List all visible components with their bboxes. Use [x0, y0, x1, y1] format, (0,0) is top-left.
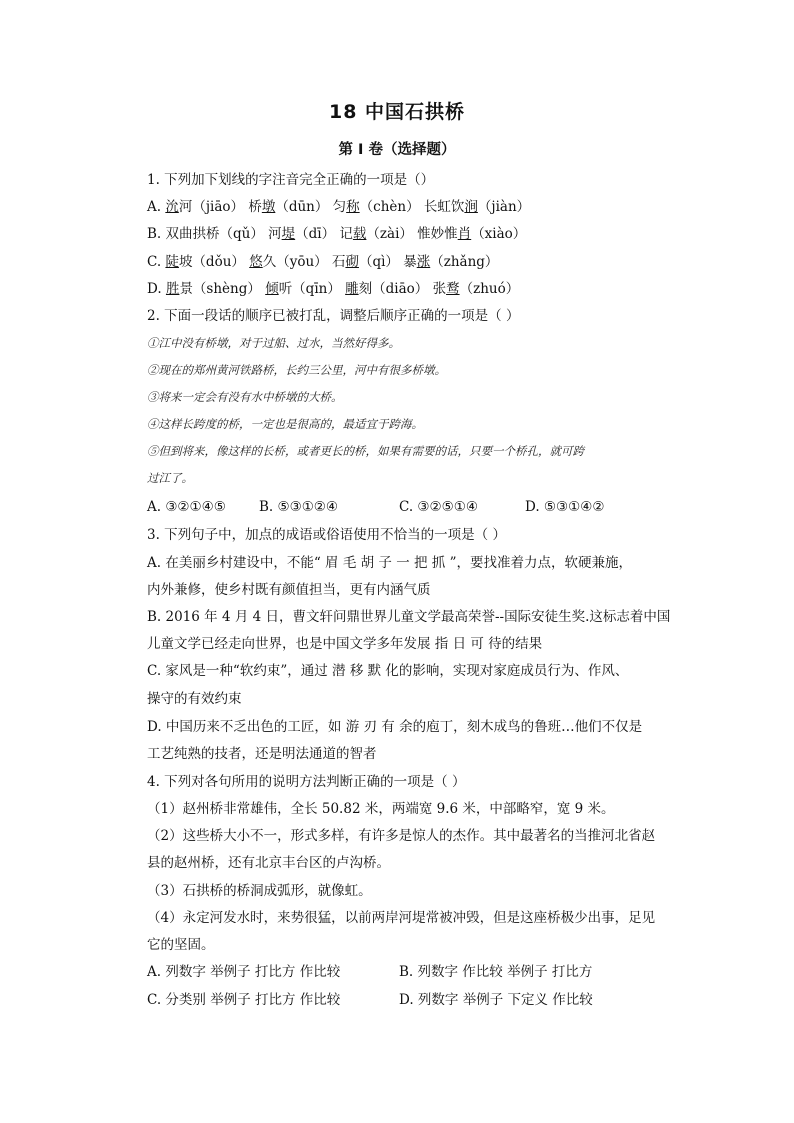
- q1-option-b: B. 双曲拱桥（qǔ） 河堤（dī） 记载（zài） 惟妙惟肖（xiào）: [147, 226, 527, 242]
- q4-stem: 4. 下列对各句所用的说明方法判断正确的一项是（ ）: [147, 774, 466, 790]
- page-title: 18 中国石拱桥: [328, 101, 466, 123]
- q3-option-a: A. 在美丽乡村建设中，不能“ 眉 毛 胡 子 一 把 抓 ”，要找准着力点，软硬兼施，: [147, 555, 632, 571]
- q3-option-c-cont: 操守的有效约束: [147, 691, 242, 707]
- q1-option-a: A. 沇河（jiāo） 桥墩（dūn） 匀称（chèn） 长虹饮涧（jiàn）: [147, 199, 531, 215]
- q2-sentence-5: ⑤但到将来，像这样的长桥，或者更长的桥，如果有需要的话，只要一个桥孔，就可跨: [147, 444, 584, 458]
- q4-sentence-1: （1）赵州桥非常雄伟，全长 50.82 米，两端宽 9.6 米，中部略窄，宽 9 米。: [147, 801, 615, 817]
- q3-option-d: D. 中国历来不乏出色的工匠，如 游 刃 有 余的庖丁，刻木成鸟的鲁班…他们不仅是: [147, 719, 643, 735]
- q3-option-b-cont: 儿童文学已经走向世界，也是中国文学多年发展 指 日 可 待的结果: [147, 636, 543, 652]
- q4-options-row-2: [147, 991, 667, 1009]
- q3-option-c: C. 家风是一种“软约束”，通过 潜 移 默 化的影响，实现对家庭成员行为、作风、: [147, 663, 629, 679]
- q3-option-b: B. 2016 年 4 月 4 日，曹文轩问鼎世界儿童文学最高荣誉--国际安徒生奖.这标志着中国: [147, 609, 671, 625]
- q4-option-b: B. 列数字 作比较 举例子 打比方: [399, 964, 593, 980]
- q1-option-c: C. 陡坡（dǒu） 悠久（yōu） 石砌（qì） 暴涨（zhǎng）: [147, 254, 499, 270]
- q4-sentence-2-cont: 县的赵州桥，还有北京丰台区的卢沟桥。: [147, 855, 390, 871]
- q3-option-d-cont: 工艺纯熟的技者，还是明法通道的智者: [147, 746, 377, 762]
- q2-options: [147, 498, 667, 516]
- q4-sentence-2: （2）这些桥大小不一，形式多样，有许多是惊人的杰作。其中最著名的当推河北省赵: [147, 828, 656, 844]
- q1-stem: 1. 下列加下划线的字注音完全正确的一项是（）: [147, 172, 435, 188]
- q4-options-row-1: [147, 963, 667, 981]
- q2-sentence-4: ④这样长跨度的桥，一定也是很高的，最适宜于跨海。: [147, 417, 423, 431]
- q2-option-d: D. ⑤③①④②: [525, 499, 605, 515]
- q2-sentence-2: ②现在的郑州黄河铁路桥，长约三公里，河中有很多桥墩。: [147, 363, 446, 377]
- q4-option-c: C. 分类别 举例子 打比方 作比较: [147, 992, 341, 1008]
- q4-option-d: D. 列数字 举例子 下定义 作比较: [399, 992, 593, 1008]
- q2-stem: 2. 下面一段话的顺序已被打乱，调整后顺序正确的一项是（ ）: [147, 308, 520, 324]
- q2-option-b: B. ⑤③①②④: [259, 499, 339, 515]
- q3-stem: 3. 下列句子中，加点的成语或俗语使用不恰当的一项是（ ）: [147, 527, 506, 543]
- q4-option-a: A. 列数字 举例子 打比方 作比较: [147, 964, 341, 980]
- q4-sentence-4-cont: 它的坚固。: [147, 937, 215, 953]
- q2-option-c: C. ③②⑤①④: [399, 499, 478, 515]
- section-heading: 第 I 卷（选择题）: [338, 142, 456, 158]
- q4-sentence-4: （4）永定河发水时，来势很猛，以前两岸河堤常被冲毁，但是这座桥极少出事，足见: [147, 910, 656, 926]
- q3-option-a-cont: 内外兼修，使乡村既有颜值担当，更有内涵气质: [147, 582, 431, 598]
- q4-sentence-3: （3）石拱桥的桥洞成弧形，就像虹。: [147, 883, 372, 899]
- q1-option-d: D. 胜景（shèng） 倾听（qīn） 雕刻（diāo） 张鹜（zhuó）: [147, 281, 520, 297]
- q2-option-a: A. ③②①④⑤: [147, 499, 226, 515]
- q2-sentence-3: ③将来一定会有没有水中桥墩的大桥。: [147, 390, 343, 404]
- q2-sentence-1: ①江中没有桥墩，对于过船、过水，当然好得多。: [147, 336, 400, 350]
- q2-sentence-5-cont: 过江了。: [147, 471, 193, 485]
